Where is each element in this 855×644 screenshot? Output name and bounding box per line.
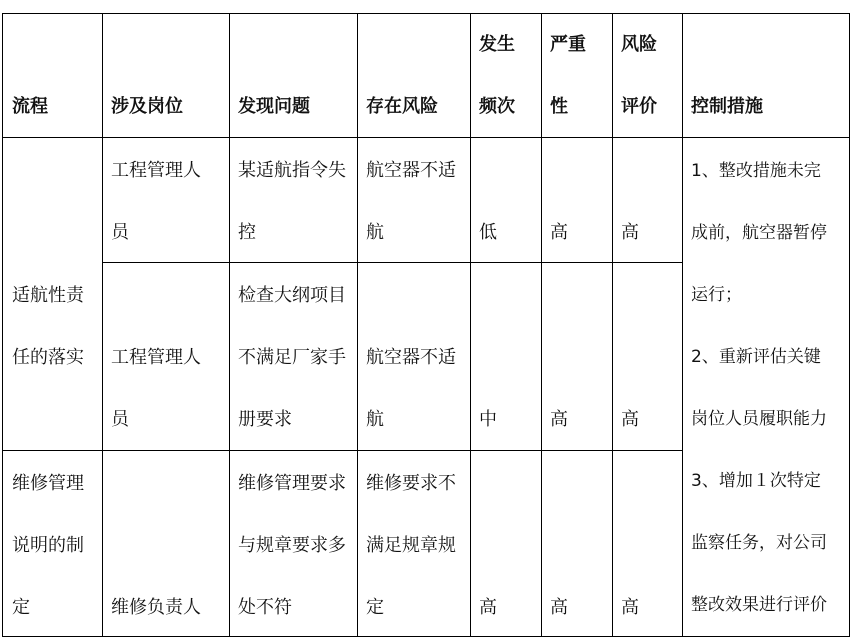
row1-issue: 某适航指令失 控 — [238, 160, 346, 243]
row3-evaluation: 高 — [621, 597, 639, 618]
col-border — [541, 13, 542, 637]
header-frequency: 发生 频次 — [479, 34, 515, 117]
row2-issue: 检查大纲项目 不满足厂家手 册要求 — [238, 285, 346, 430]
col-border — [849, 13, 850, 637]
header-risk-evaluation: 风险 评价 — [621, 34, 657, 117]
row2-frequency: 中 — [479, 409, 497, 430]
header-severity: 严重 性 — [550, 34, 586, 117]
row3-severity: 高 — [550, 597, 568, 618]
header-role: 涉及岗位 — [111, 96, 183, 117]
row-border — [2, 13, 850, 14]
col-border — [612, 13, 613, 637]
header-process: 流程 — [12, 96, 48, 117]
process-maintenance-manual: 维修管理 说明的制 定 — [12, 473, 84, 618]
row2-risk: 航空器不适 航 — [366, 347, 456, 430]
row1-risk: 航空器不适 航 — [366, 160, 456, 243]
row2-evaluation: 高 — [621, 409, 639, 430]
row1-severity: 高 — [550, 222, 568, 243]
col-border — [229, 13, 230, 637]
process-airworthiness: 适航性责 任的落实 — [12, 285, 84, 368]
row3-risk: 维修要求不 满足规章规 定 — [366, 473, 456, 618]
control-measures: 1、整改措施未完 成前，航空器暂停 运行； 2、重新评估关键 岗位人员履职能力 3、增加１次特定 监察任务，对公司 整改效果进行评价 — [691, 161, 827, 615]
row1-evaluation: 高 — [621, 222, 639, 243]
row1-frequency: 低 — [479, 222, 497, 243]
row3-issue: 维修管理要求 与规章要求多 处不符 — [238, 473, 346, 618]
row1-role: 工程管理人 员 — [111, 160, 201, 243]
col-border — [357, 13, 358, 637]
row3-role: 维修负责人 — [111, 597, 201, 618]
header-issue: 发现问题 — [238, 96, 310, 117]
header-control: 控制措施 — [691, 96, 763, 117]
col-border — [682, 13, 683, 637]
row2-role: 工程管理人 员 — [111, 347, 201, 430]
col-border — [102, 13, 103, 637]
header-risk: 存在风险 — [366, 96, 438, 117]
col-border — [2, 13, 3, 637]
row3-frequency: 高 — [479, 597, 497, 618]
row2-severity: 高 — [550, 409, 568, 430]
col-border — [470, 13, 471, 637]
